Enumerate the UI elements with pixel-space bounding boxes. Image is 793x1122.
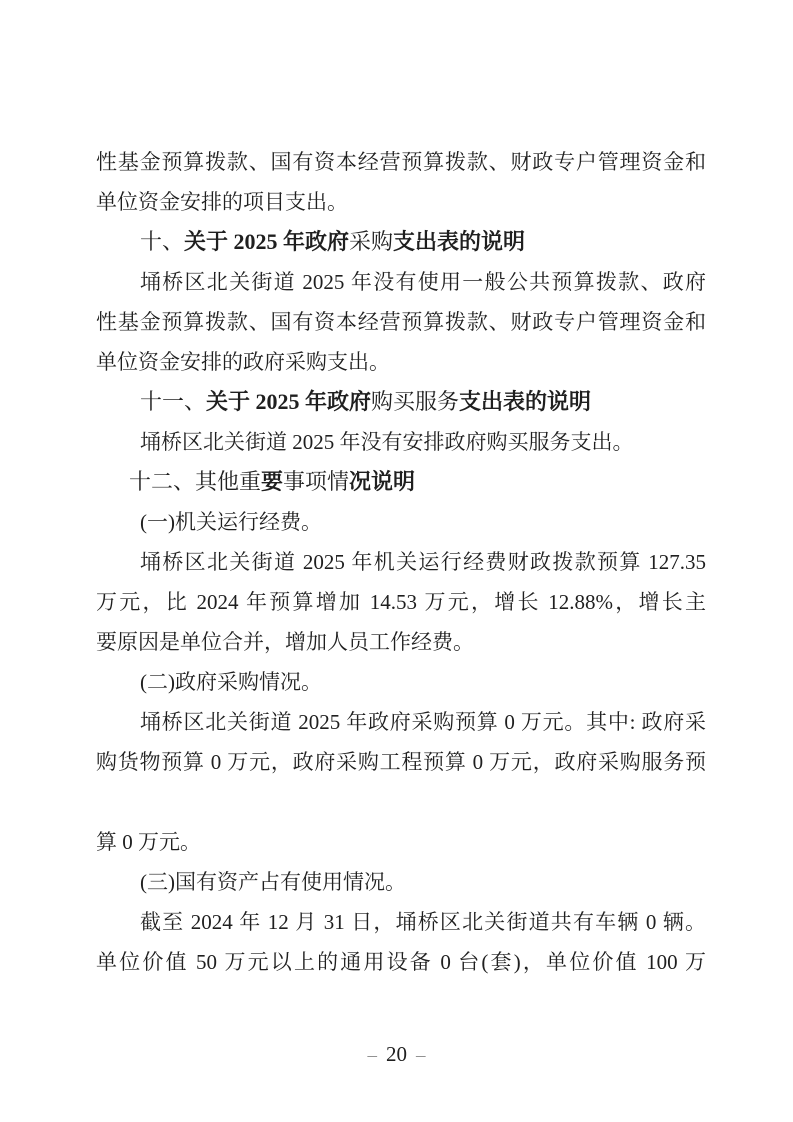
text-line	[96, 142, 706, 182]
text-segment: 十一、	[140, 389, 207, 414]
text-segment: 性基金预算拨款、国有资本经营预算拨款、财政专户管理资金和	[96, 310, 706, 334]
footer-dash-left: –	[367, 1045, 377, 1066]
text-line	[96, 542, 706, 582]
heading-line	[96, 462, 706, 502]
text-segment: 况说明	[349, 469, 416, 494]
heading-line	[96, 382, 706, 422]
text-line	[96, 302, 706, 342]
text-segment: 支出表的说明	[393, 229, 526, 254]
text-segment: (一)机关运行经费。	[140, 510, 322, 534]
text-line	[96, 622, 706, 662]
text-line	[96, 902, 706, 942]
text-line	[96, 262, 706, 302]
text-segment: 万元，比 2024 年预算增加 14.53 万元，增长 12.88%，增长主	[96, 590, 706, 614]
text-segment: 单位资金安排的项目支出。	[96, 190, 348, 214]
text-line	[96, 342, 706, 382]
text-segment: 性基金预算拨款、国有资本经营预算拨款、财政专户管理资金和	[96, 150, 706, 174]
text-line	[96, 742, 706, 782]
text-segment: 十、	[140, 229, 185, 254]
page-number: 20	[386, 1042, 407, 1066]
text-line	[96, 502, 706, 542]
text-line	[96, 862, 706, 902]
text-segment: 截至 2024 年 12 月 31 日，埇桥区北关街道共有车辆 0 辆。	[140, 910, 706, 934]
footer-dash-right: –	[416, 1045, 426, 1066]
text-segment: 单位价值 50 万元以上的通用设备 0 台(套)，单位价值 100 万	[96, 950, 706, 974]
text-line	[96, 662, 706, 702]
text-segment: 要原因是单位合并，增加人员工作经费。	[96, 630, 474, 654]
text-segment: 购买服务	[371, 389, 460, 414]
text-segment: 十二、其他重	[129, 469, 262, 494]
text-segment: 购货物预算 0 万元，政府采购工程预算 0 万元，政府采购服务预	[96, 750, 706, 774]
text-line	[96, 942, 706, 982]
text-line	[96, 582, 706, 622]
text-line	[96, 702, 706, 742]
text-line	[96, 182, 706, 222]
text-segment: 关于 2025 年政府	[206, 389, 372, 414]
text-segment: 埇桥区北关街道 2025 年机关运行经费财政拨款预算 127.35	[140, 550, 706, 574]
text-segment: 算 0 万元。	[96, 830, 201, 854]
text-segment: 埇桥区北关街道 2025 年政府采购预算 0 万元。其中: 政府采	[140, 710, 706, 734]
text-line	[96, 822, 706, 862]
page-footer	[0, 1034, 793, 1074]
text-segment: 单位资金安排的政府采购支出。	[96, 350, 390, 374]
text-segment: 采购	[349, 229, 394, 254]
text-line	[96, 422, 706, 462]
document-text	[96, 142, 706, 982]
text-segment: 关于 2025 年政府	[184, 229, 350, 254]
heading-line	[96, 222, 706, 262]
text-segment: (二)政府采购情况。	[140, 670, 322, 694]
text-segment: 支出表的说明	[459, 389, 592, 414]
text-segment: 埇桥区北关街道 2025 年没有使用一般公共预算拨款、政府	[140, 270, 706, 294]
text-segment: 要	[261, 469, 284, 494]
text-segment: 埇桥区北关街道 2025 年没有安排政府购买服务支出。	[140, 430, 634, 454]
text-segment: 事项情	[283, 469, 350, 494]
text-segment: (三)国有资产占有使用情况。	[140, 870, 406, 894]
